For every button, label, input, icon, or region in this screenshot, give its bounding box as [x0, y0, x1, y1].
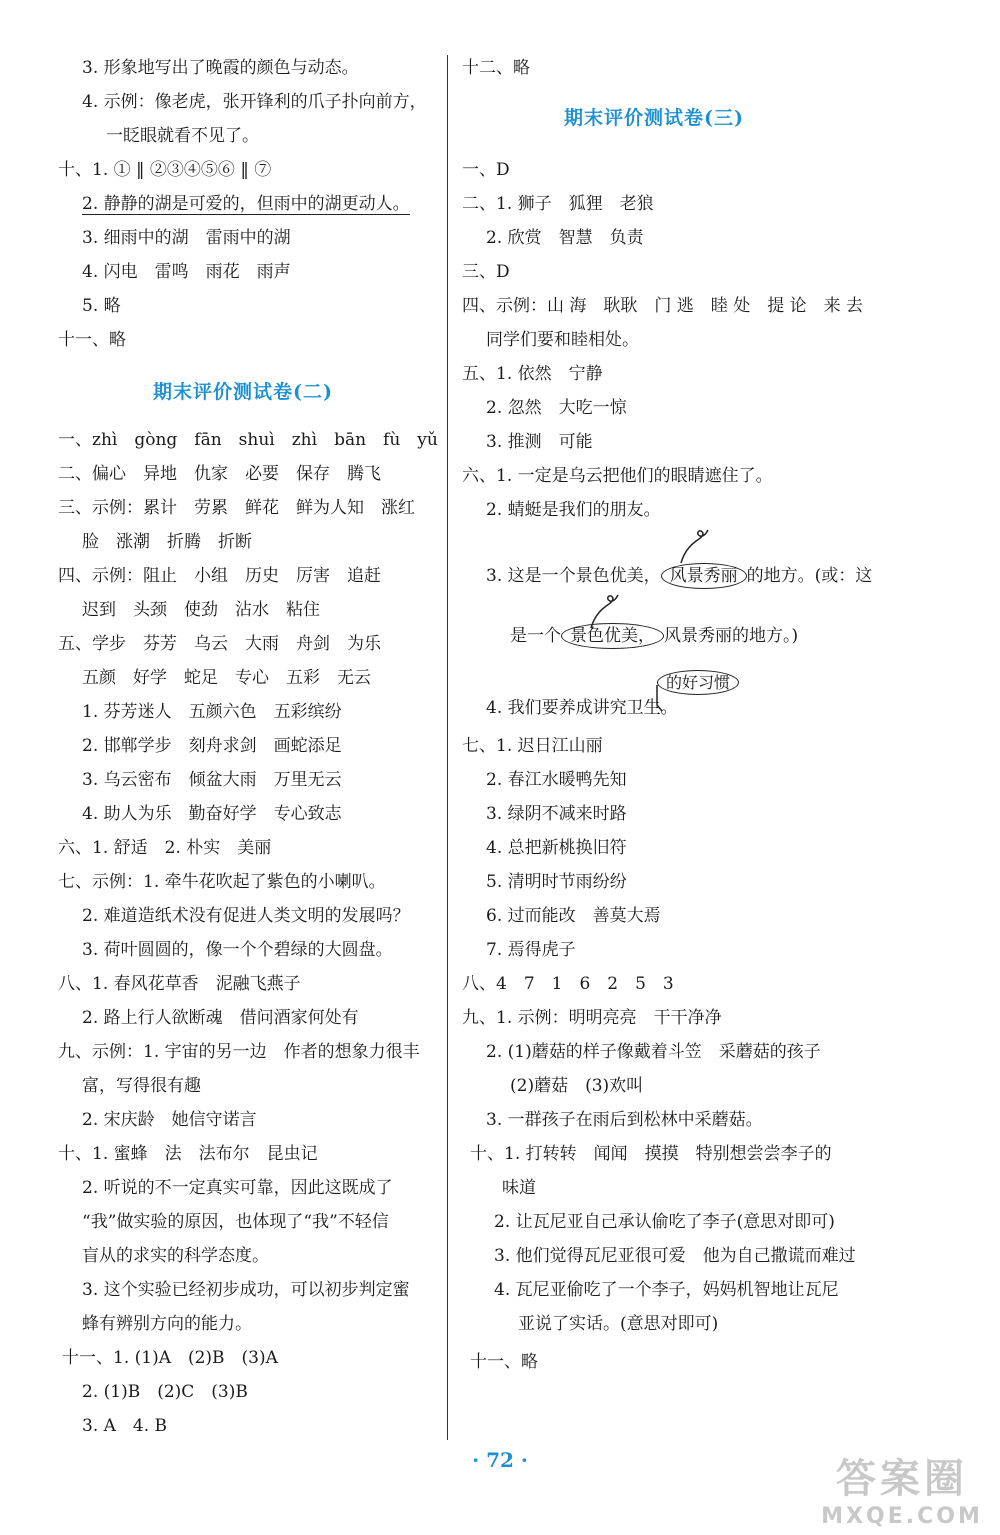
- answer-line: 2. 宋庆龄 她信守诺言: [82, 1110, 257, 1130]
- answer-line: 6. 过而能改 善莫大焉: [486, 906, 661, 926]
- answer-line: 4. 闪电 雷鸣 雨花 雨声: [82, 262, 291, 282]
- answer-line: 二、偏心 异地 仇家 必要 保存 腾飞: [58, 464, 381, 484]
- inserted-phrase: 的好习惯: [657, 670, 739, 695]
- page-number: · 72 ·: [472, 1448, 528, 1472]
- answer-line: 一、zhì gòng fān shuì zhì bān fù yǔ: [58, 430, 438, 450]
- answer-line: 2. 邯郸学步 刻舟求剑 画蛇添足: [82, 736, 342, 756]
- answer-line: 一眨眼就看不见了。: [106, 126, 259, 146]
- underlined-answer: 2. 静静的湖是可爱的，但雨中的湖更动人。: [82, 194, 410, 214]
- answer-line: 7. 焉得虎子: [486, 940, 576, 960]
- answer-line: 5. 略: [82, 296, 121, 316]
- answer-line: 3. A 4. B: [82, 1416, 168, 1436]
- answer-line: 十二、略: [462, 58, 530, 78]
- answer-line: “我”做实验的原因，也体现了“我”不轻信: [82, 1212, 389, 1232]
- answer-line: 4. 我们要养成讲究卫生。: [486, 698, 678, 718]
- q3-text-prefix: 是一个: [510, 626, 561, 646]
- answer-line: 味道: [502, 1178, 536, 1198]
- answer-line: 四、示例：阻止 小组 历史 厉害 追赶: [58, 566, 381, 586]
- answer-line: 迟到 头颈 使劲 沾水 粘住: [82, 600, 320, 620]
- answer-line: 3. 形象地写出了晚霞的颜色与动态。: [82, 58, 359, 78]
- answer-line: 九、1. 示例：明明亮亮 干干净净: [462, 1008, 722, 1028]
- answer-line: 3. 他们觉得瓦尼亚很可爱 他为自己撒谎而难过: [494, 1246, 856, 1266]
- transpose-mark-icon: [677, 525, 717, 565]
- answer-line: 2. 路上行人欲断魂 借问酒家何处有: [82, 1008, 359, 1028]
- answer-line: 九、示例：1. 宇宙的另一边 作者的想象力很丰: [58, 1042, 420, 1062]
- watermark-logo: [812, 1447, 992, 1527]
- answer-line: 富，写得很有趣: [82, 1076, 201, 1096]
- section-title-2: 期末评价测试卷(二): [153, 381, 333, 403]
- answer-line: 3. 推测 可能: [486, 432, 593, 452]
- answer-line: 2. (1)B (2)C (3)B: [82, 1382, 248, 1402]
- answer-line: 2. 听说的不一定真实可靠，因此这既成了: [82, 1178, 393, 1198]
- q3-text-suffix: 风景秀丽的地方。): [664, 626, 799, 646]
- answer-line: 2. 让瓦尼亚自己承认偷吃了李子(意思对即可): [494, 1212, 835, 1232]
- answer-line: 3. 细雨中的湖 雷雨中的湖: [82, 228, 291, 248]
- answer-line: [462, 623, 798, 649]
- answer-line: 2. 欣赏 智慧 负责: [486, 228, 644, 248]
- answer-line: 一、D: [462, 160, 510, 180]
- answer-line: 1. 芬芳迷人 五颜六色 五彩缤纷: [82, 702, 342, 722]
- answer-line: 七、1. 迟日江山丽: [462, 736, 603, 756]
- answer-line: 4. 瓦尼亚偷吃了一个李子，妈妈机智地让瓦尼: [494, 1280, 839, 1300]
- insertion-text: [657, 670, 739, 696]
- answer-line: 2. 春江水暖鸭先知: [486, 770, 627, 790]
- answer-line: 十一、略: [470, 1352, 538, 1372]
- answer-line: 五、学步 芬芳 乌云 大雨 舟剑 为乐: [58, 634, 381, 654]
- answer-line: [462, 563, 872, 589]
- answer-line: 3. 绿阴不减来时路: [486, 804, 627, 824]
- answer-line: 四、示例：山 海 耿耿 门 逃 睦 处 提 论 来 去: [462, 296, 864, 316]
- answer-line: 十、1. 蜜蜂 法 法布尔 昆虫记: [58, 1144, 318, 1164]
- answer-line: 十、1. ① ‖ ②③④⑤⑥ ‖ ⑦: [58, 160, 272, 180]
- answer-line: 4. 助人为乐 勤奋好学 专心致志: [82, 804, 342, 824]
- watermark-url: MXQE.COM: [821, 1504, 983, 1529]
- answer-line: 脸 涨潮 折腾 折断: [82, 532, 252, 552]
- circled-phrase: 风景秀丽: [661, 563, 747, 589]
- answer-line: 4. 总把新桃换旧符: [486, 838, 627, 858]
- answer-line: [58, 191, 410, 217]
- q3-text-prefix: 3. 这是一个景色优美，: [486, 566, 661, 586]
- answer-line: 3. 一群孩子在雨后到松林中采蘑菇。: [486, 1110, 763, 1130]
- answer-line: 五、1. 依然 宁静: [462, 364, 603, 384]
- answer-line: 五颜 好学 蛇足 专心 五彩 无云: [82, 668, 371, 688]
- column-divider: [447, 55, 448, 1440]
- answer-line: 三、示例：累计 劳累 鲜花 鲜为人知 涨红: [58, 498, 415, 518]
- answer-line: 2. 忽然 大吃一惊: [486, 398, 627, 418]
- answer-line: 十一、略: [58, 330, 126, 350]
- answer-line: 三、D: [462, 262, 510, 282]
- answer-line: 八、4 7 1 6 2 5 3: [462, 974, 674, 994]
- circled-phrase: 景色优美，: [561, 623, 664, 649]
- answer-line: 盲从的求实的科学态度。: [82, 1246, 269, 1266]
- answer-line: 2. 难道造纸术没有促进人类文明的发展吗？: [82, 906, 410, 926]
- answer-line: 八、1. 春风花草香 泥融飞燕子: [58, 974, 301, 994]
- answer-line: 3. 这个实验已经初步成功，可以初步判定蜜: [82, 1280, 410, 1300]
- answer-line: 蜂有辨别方向的能力。: [82, 1314, 252, 1334]
- answer-line: 六、1. 舒适 2. 朴实 美丽: [58, 838, 272, 858]
- answer-line: (2)蘑菇 (3)欢叫: [510, 1076, 644, 1096]
- answer-line: 亚说了实话。(意思对即可): [518, 1314, 719, 1334]
- answer-line: 同学们要和睦相处。: [486, 330, 639, 350]
- answer-line: 六、1. 一定是乌云把他们的眼睛遮住了。: [462, 466, 773, 486]
- watermark-text: 答案圈: [836, 1456, 968, 1502]
- answer-line: 十、1. 打转转 闻闻 摸摸 特别想尝尝李子的: [470, 1144, 832, 1164]
- answer-line: 3. 荷叶圆圆的，像一个个碧绿的大圆盘。: [82, 940, 393, 960]
- answer-line: 4. 示例：像老虎，张开锋利的爪子扑向前方，: [82, 92, 427, 112]
- answer-line: 二、1. 狮子 狐狸 老狼: [462, 194, 654, 214]
- answer-line: 七、示例：1. 牵牛花吹起了紫色的小喇叭。: [58, 872, 386, 892]
- answer-line: 5. 清明时节雨纷纷: [486, 872, 627, 892]
- answer-line: 3. 乌云密布 倾盆大雨 万里无云: [82, 770, 342, 790]
- answer-line: 十一、1. (1)A (2)B (3)A: [62, 1348, 278, 1368]
- answer-line: 2. (1)蘑菇的样子像戴着斗笠 采蘑菇的孩子: [486, 1042, 821, 1062]
- section-title-3: 期末评价测试卷(三): [564, 107, 744, 129]
- answer-line: 2. 蜻蜓是我们的朋友。: [486, 500, 661, 520]
- q3-text-suffix: 的地方。(或：这: [746, 566, 873, 586]
